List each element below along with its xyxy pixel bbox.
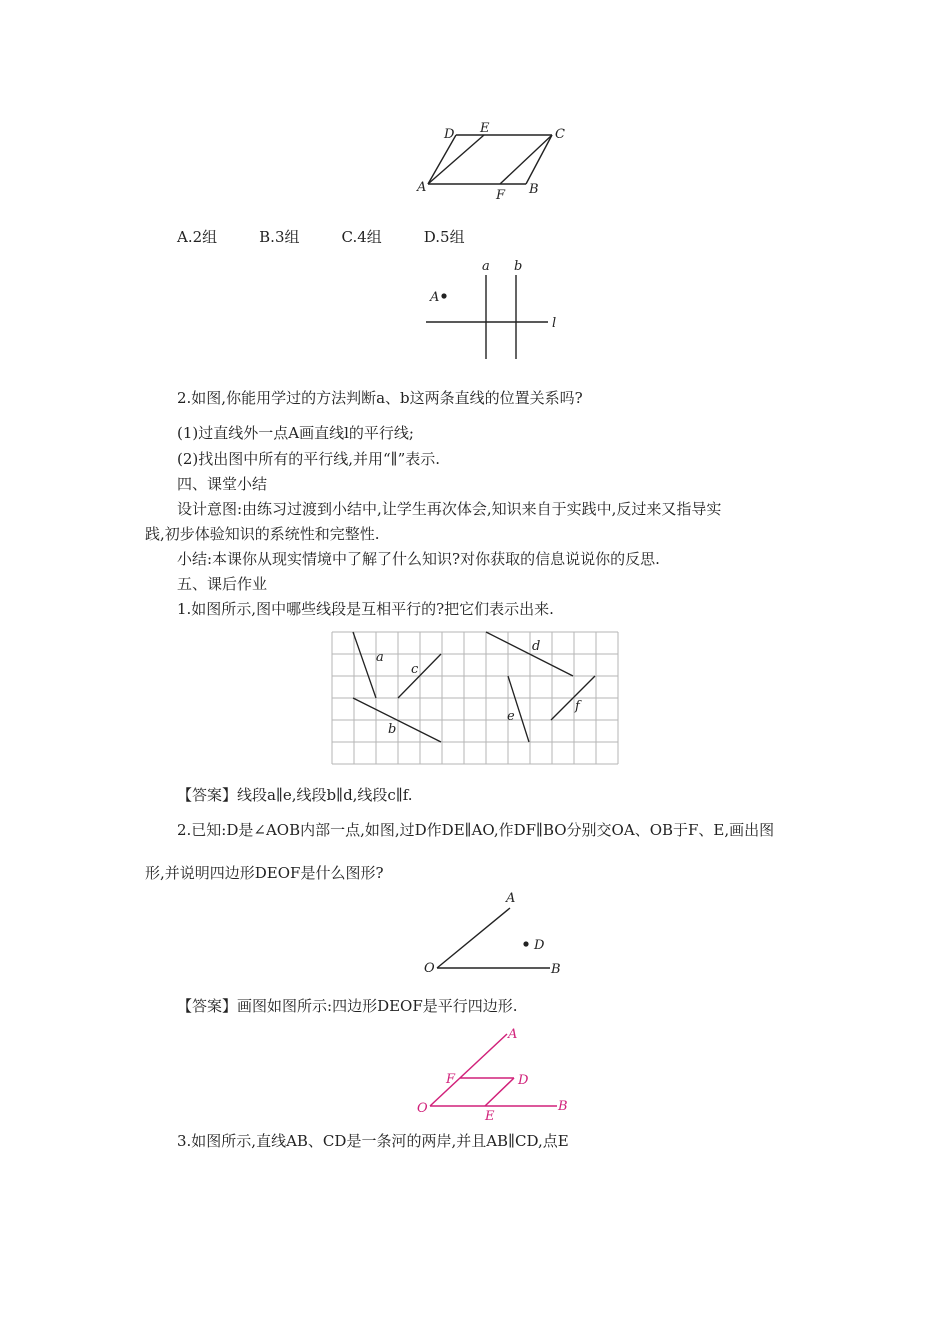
label-O: O	[417, 1101, 428, 1116]
label-D: D	[444, 127, 455, 142]
grid-lines	[332, 632, 618, 764]
option-d: D.5组	[423, 228, 465, 246]
summary-text: 小结:本课你从现实情境中了解了什么知识?对你获取的信息说说你的反思.	[177, 550, 660, 568]
label-b: b	[514, 259, 523, 274]
segment-AD	[428, 135, 456, 184]
segment-BC	[526, 135, 552, 184]
section5-title: 五、课后作业	[177, 575, 268, 593]
label-A: A	[417, 180, 427, 195]
label-O: O	[424, 961, 435, 976]
label-F: F	[496, 188, 506, 203]
answer-text: 线段a∥e,线段b∥d,线段c∥f.	[237, 786, 413, 804]
parallelogram-figure	[410, 118, 580, 206]
option-c: C.4组	[341, 228, 382, 246]
hw2-line2: 形,并说明四边形DEOF是什么图形?	[145, 864, 384, 882]
angle-figure	[420, 888, 570, 978]
label-A: A	[506, 891, 516, 906]
answer-tag: 【答案】	[177, 997, 238, 1015]
q2-part2: (2)找出图中所有的平行线,并用“∥”表示.	[177, 450, 441, 468]
label-C: C	[555, 127, 565, 142]
label-A: A	[430, 290, 440, 305]
segment-DE	[485, 1078, 514, 1106]
design-intent-line1: 设计意图:由练习过渡到小结中,让学生再次体会,知识来自于实践中,反过来又指导实	[177, 500, 722, 518]
option-a: A.2组	[177, 228, 218, 246]
hw3-text: 3.如图所示,直线AB、CD是一条河的两岸,并且AB∥CD,点E	[177, 1132, 569, 1150]
point-A	[441, 293, 446, 298]
label-F: F	[446, 1072, 456, 1087]
hw1-answer	[177, 785, 413, 805]
grid-figure	[331, 630, 619, 766]
label-b: b	[388, 722, 397, 737]
label-c: c	[411, 662, 419, 677]
hw2-answer	[177, 996, 518, 1016]
label-a: a	[376, 650, 384, 665]
option-b: B.3组	[259, 228, 300, 246]
label-l: l	[552, 316, 557, 331]
label-A: A	[508, 1027, 518, 1042]
hw2-line1: 2.已知:D是∠AOB内部一点,如图,过D作DE∥AO,作DF∥BO分别交OA、OB于F、E,画出图	[177, 821, 775, 839]
segment-a	[353, 632, 376, 698]
segment-AE	[428, 135, 484, 184]
q2-part1: (1)过直线外一点A画直线l的平行线;	[177, 424, 414, 442]
label-E: E	[480, 121, 490, 136]
ray-OA	[437, 908, 510, 968]
point-D	[523, 941, 528, 946]
label-d: d	[532, 639, 541, 654]
answer-options	[177, 227, 507, 247]
answer-text: 画图如图所示:四边形DEOF是平行四边形.	[237, 997, 518, 1015]
label-f: f	[575, 699, 580, 714]
q2-text: 2.如图,你能用学过的方法判断a、b这两条直线的位置关系吗?	[177, 389, 583, 407]
design-intent-line2: 践,初步体验知识的系统性和完整性.	[145, 525, 380, 543]
answer-figure	[412, 1024, 572, 1124]
label-B: B	[529, 182, 539, 197]
label-D: D	[518, 1073, 529, 1088]
hw1-text: 1.如图所示,图中哪些线段是互相平行的?把它们表示出来.	[177, 600, 554, 618]
section4-title: 四、课堂小结	[177, 475, 268, 493]
segment-FC	[500, 135, 552, 184]
label-e: e	[507, 709, 515, 724]
label-B: B	[551, 962, 561, 977]
label-D: D	[534, 938, 545, 953]
lines-figure	[420, 255, 570, 363]
answer-tag: 【答案】	[177, 786, 238, 804]
label-B: B	[558, 1099, 568, 1114]
label-a: a	[482, 259, 490, 274]
label-E: E	[485, 1109, 495, 1124]
